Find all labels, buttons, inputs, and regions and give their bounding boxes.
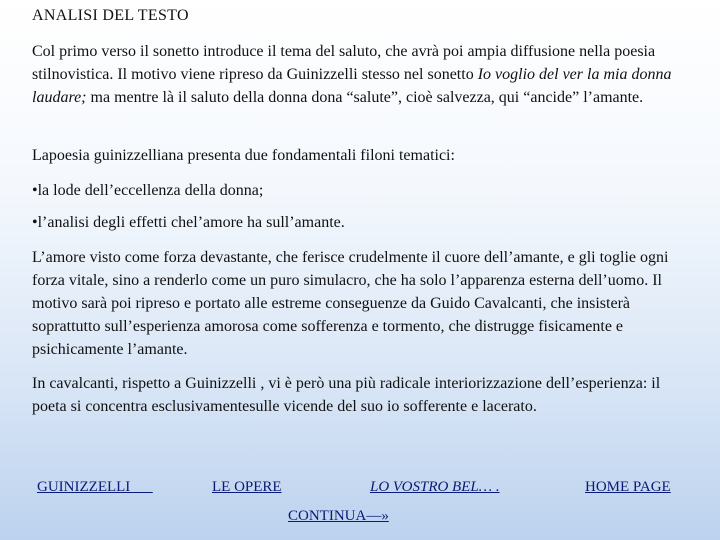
paragraph-filoni: Lapoesia guinizzelliana presenta due fondamentali filoni tematici: [32,147,455,164]
paragraph-cavalcanti: In cavalcanti, rispetto a Guinizzelli , vi è però una più radicale interiorizzazione dell’esperienza: il poeta si concentra esclusivamentesulle vicende del suo io sofferente e lacerato. [32,375,661,415]
paragraph-saluto [32,40,694,109]
sonnet-title: Io voglio del ver la mia donna laudare; [32,66,672,106]
link-home-page[interactable]: HOME PAGE [585,479,671,495]
paragraph-saluto-text-end: ma mentre là il saluto della donna dona “salute”, cioè salvezza, qui “ancide” l’amante. [86,89,644,106]
link-le-opere[interactable]: LE OPERE [212,479,282,495]
page-title: ANALISI DEL TESTO [32,7,189,24]
bullet-item-analisi: •l’analisi degli effetti chel’amore ha sull’amante. [32,214,345,231]
paragraph-saluto-text: Col primo verso il sonetto introduce il tema del saluto, che avrà poi ampia diffusione nella poesia stilnovistica. Il motivo viene ripreso da Guinizzelli stesso nel sonetto [32,43,656,83]
link-guinizzelli[interactable]: GUINIZZELLI [37,479,153,495]
paragraph-amore: L’amore visto come forza devastante, che ferisce crudelmente il cuore dell’amante, e gli toglie ogni forza vitale, sino a renderlo come un puro simulacro, che ha solo l’apparenza esterna dell’uomo. Il motivo sarà poi ripreso e portato alle estreme conseguenze da Guido Cavalcanti, che insisterà soprattutto sull’esperienza amorosa come sofferenza e tormento, che distrugge fisicamente e psichicamente l’amante. [32,249,669,358]
bullet-item-lode: •la lode dell’eccellenza della donna; [32,182,264,199]
link-continua[interactable]: CONTINUA—» [288,508,389,524]
link-lo-vostro-bel[interactable]: LO VOSTRO BEL… . [370,479,500,495]
